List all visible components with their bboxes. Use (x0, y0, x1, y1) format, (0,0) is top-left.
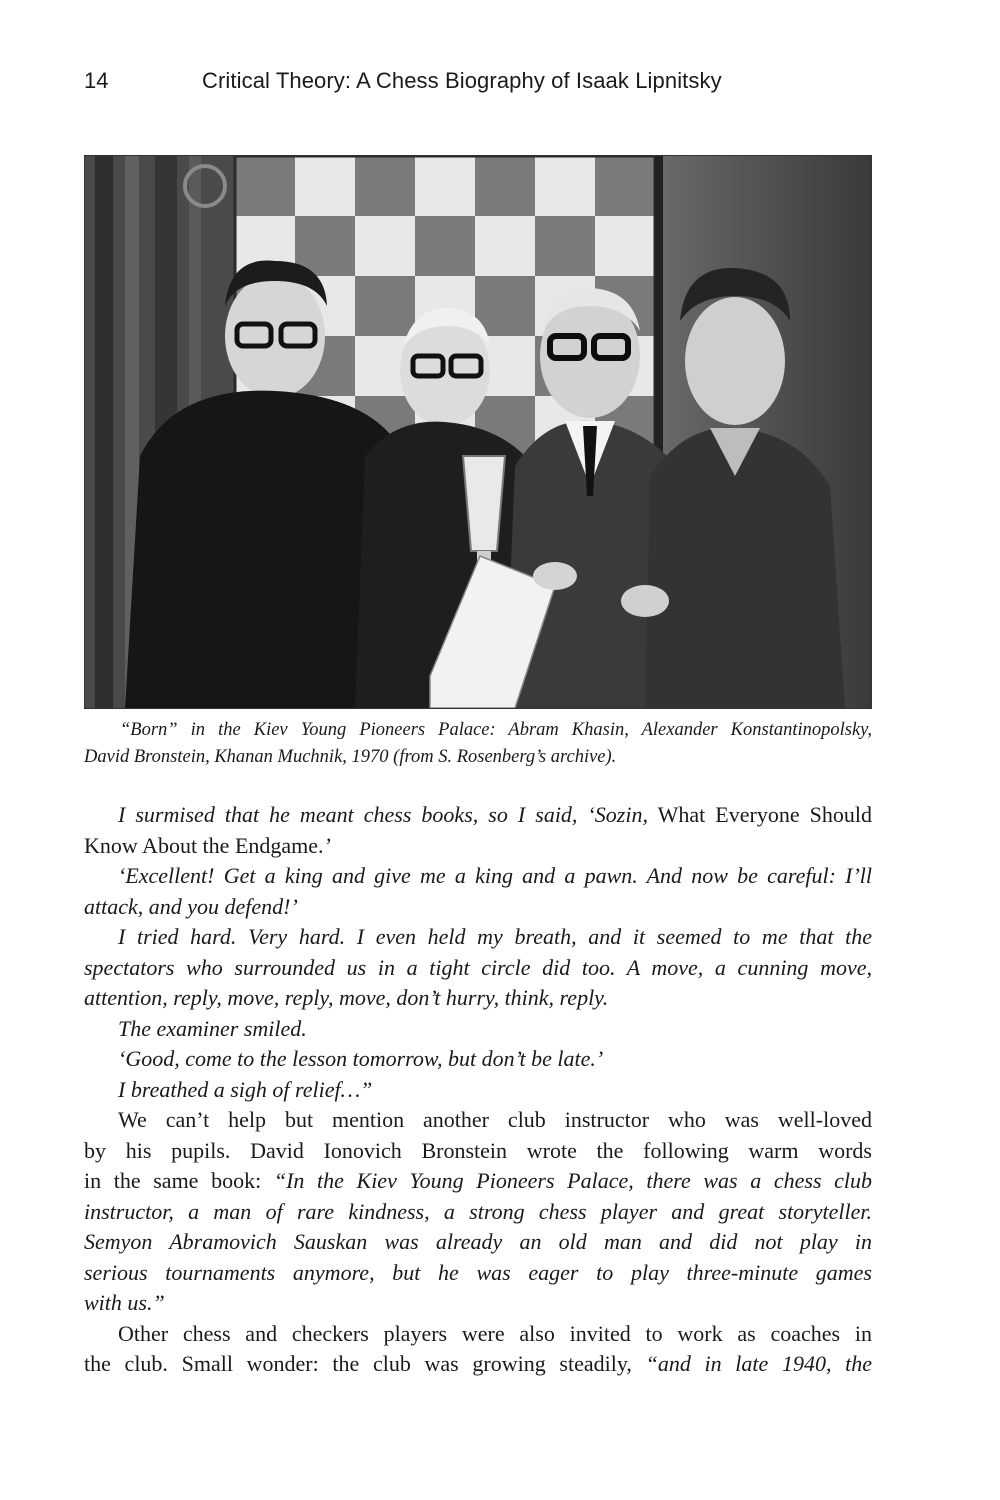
paragraph-7-line-7: with us.” (84, 1290, 165, 1315)
caption-line-2: David Bronstein, Khanan Muchnik, 1970 (from S. Rosenberg’s archive). (84, 747, 617, 767)
quote-text: “and in late 1940, the (645, 1351, 872, 1376)
paragraph-2-line-1: ‘Excellent! Get a king and give me a king and a pawn. And now be careful: I’ll (118, 863, 872, 888)
paragraph-5: ‘Good, come to the lesson tomorrow, but don’t be late.’ (118, 1046, 604, 1071)
quote-mark: ’ (323, 832, 331, 858)
paragraph-7-line-1: We can’t help but mention another club instructor who was well-loved (118, 1107, 872, 1132)
paragraph-4: The examiner smiled. (118, 1015, 307, 1041)
paragraph-7-line-6: serious tournaments anymore, but he was eager to play three-minute games (84, 1259, 872, 1285)
paragraph-8-line-1: Other chess and checkers players were also invited to work as coaches in (118, 1320, 872, 1346)
paragraph-7-line-3 (84, 1166, 872, 1197)
page-number: 14 (84, 68, 109, 93)
running-title: Critical Theory: A Chess Biography of Isaak Lipnitsky (202, 68, 722, 93)
page-header (84, 68, 874, 102)
paragraph-1-line-2 (84, 831, 872, 862)
quote-text: I surmised that he meant chess books, so I said, ‘Sozin, (118, 802, 648, 827)
plain-text: in the same book: (84, 1168, 274, 1193)
paragraph-7-line-5: Semyon Abramovich Sauskan was already an old man and did not play in (84, 1229, 872, 1254)
paragraph-3-line-3: attention, reply, move, reply, move, don’t hurry, think, reply. (84, 985, 609, 1010)
archival-photo (84, 155, 872, 709)
caption-line-1: “Born” in the Kiev Young Pioneers Palace: Abram Khasin, Alexander Konstantinopolsky, (120, 720, 872, 740)
plain-text: the club. Small wonder: the club was growing steadily, (84, 1351, 646, 1376)
paragraph-7-line-4: instructor, a man of rare kindness, a strong chess player and great storyteller. (84, 1198, 872, 1224)
photo-illustration (85, 156, 871, 708)
book-title: What Everyone Should (647, 802, 872, 827)
body-text (84, 800, 872, 1380)
paragraph-2-line-2: attack, and you defend!’ (84, 893, 298, 919)
paragraph-8-line-2 (84, 1349, 872, 1380)
book-title: Know About the Endgame. (84, 832, 324, 858)
paragraph-1-line-1 (84, 800, 872, 831)
paragraph-7-line-2: by his pupils. David Ionovich Bronstein wrote the following warm words (84, 1137, 872, 1163)
paragraph-6: I breathed a sigh of relief…” (118, 1076, 373, 1102)
paragraph-3-line-2: spectators who surrounded us in a tight circle did too. A move, a cunning move, (84, 954, 872, 980)
quote-text: “In the Kiev Young Pioneers Palace, there was a chess club (273, 1168, 873, 1193)
paragraph-3-line-1: I tried hard. Very hard. I even held my breath, and it seemed to me that the (118, 924, 872, 949)
photo-caption (84, 717, 872, 771)
